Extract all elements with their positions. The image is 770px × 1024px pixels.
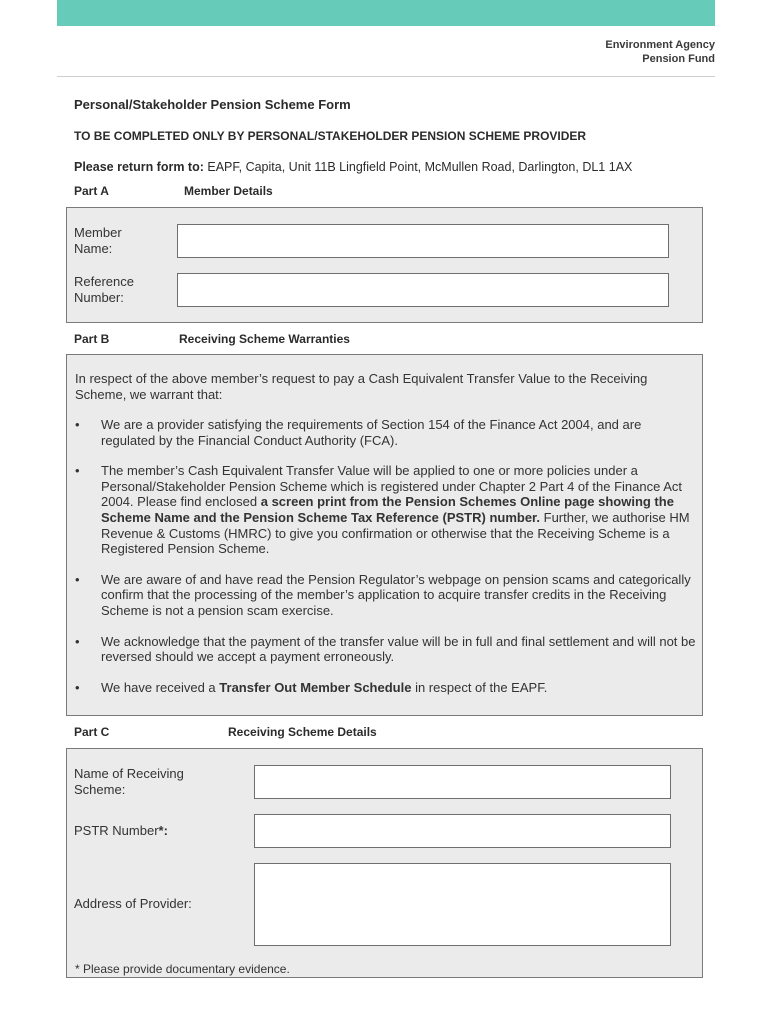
reference-number-label: Reference Number: — [74, 274, 134, 305]
warranty-item: • We are a provider satisfying the requirements of Section 154 of the Finance Act 2004, and are regulated by the Financial Conduct Authority (FCA). — [75, 417, 642, 448]
warranty-item: • The member’s Cash Equivalent Transfer Value will be applied to one or more policies under a Personal/Stakeholder Pension Scheme which is registered under Chapter 2 Part 4 of the Finance Act 2004. Please find enclosed a screen print from the Pension Schemes Online page showing the Scheme Name and the Pension Scheme Tax Reference (PSTR) number. Further, we authorise HM Revenue & Customs (HMRC) to give you confirmation or otherwise that the Receiving Scheme is a Registered Pension Scheme. — [75, 463, 690, 557]
return-address-text: EAPF, Capita, Unit 11B Lingfield Point, McMullen Road, Darlington, DL1 1AX — [207, 160, 633, 174]
bullet-icon: • — [75, 679, 80, 695]
form-title: Personal/Stakeholder Pension Scheme Form — [74, 97, 351, 112]
organisation-name — [605, 38, 715, 66]
warranties-section — [66, 354, 703, 716]
part-c-title: Receiving Scheme Details — [228, 725, 377, 739]
part-b-label: Part B — [74, 332, 110, 346]
part-b-title: Receiving Scheme Warranties — [179, 332, 350, 346]
form-subtitle: TO BE COMPLETED ONLY BY PERSONAL/STAKEHOLDER PENSION SCHEME PROVIDER — [74, 129, 587, 143]
return-label: Please return form to: — [74, 160, 204, 174]
pstr-number-label: PSTR Number*: — [74, 823, 168, 838]
org-line-2: Pension Fund — [642, 53, 715, 65]
part-a-title: Member Details — [184, 184, 273, 198]
member-details-section — [66, 207, 703, 323]
org-line-1: Environment Agency — [605, 39, 715, 51]
header-divider — [57, 76, 715, 77]
warranty-item: • We have received a Transfer Out Member Schedule in respect of the EAPF. — [75, 679, 548, 695]
reference-number-field[interactable] — [177, 273, 669, 307]
receiving-scheme-section — [66, 748, 703, 978]
member-name-label: Member Name: — [74, 225, 122, 256]
provider-address-field[interactable] — [254, 863, 671, 946]
bullet-icon: • — [75, 417, 80, 432]
bullet-icon: • — [75, 633, 80, 649]
warranty-item: • We are aware of and have read the Pension Regulator’s webpage on pension scams and categorically confirm that the processing of the member’s application to acquire transfer credits in the Receiving Scheme is not a pension scam exercise. — [75, 571, 691, 618]
part-c-label: Part C — [74, 725, 110, 739]
provider-address-label: Address of Provider: — [74, 896, 192, 911]
return-address — [74, 160, 632, 174]
pstr-number-field[interactable] — [254, 814, 671, 848]
warranty-item: • We acknowledge that the payment of the transfer value will be in full and final settlement and will not be reversed should we accept a payment erroneously. — [75, 633, 696, 665]
scheme-name-field[interactable] — [254, 765, 671, 799]
bullet-icon: • — [75, 571, 80, 587]
documentary-evidence-footnote: * Please provide documentary evidence. — [75, 962, 290, 976]
member-name-field[interactable] — [177, 224, 669, 258]
part-a-label: Part A — [74, 184, 109, 198]
bullet-icon: • — [75, 463, 80, 479]
warranties-list — [67, 417, 697, 710]
header-accent-bar — [57, 0, 715, 26]
warranties-intro: In respect of the above member’s request to pay a Cash Equivalent Transfer Value to the Receiving Scheme, we warrant that: — [75, 371, 648, 402]
scheme-name-label: Name of Receiving Scheme: — [74, 766, 184, 797]
